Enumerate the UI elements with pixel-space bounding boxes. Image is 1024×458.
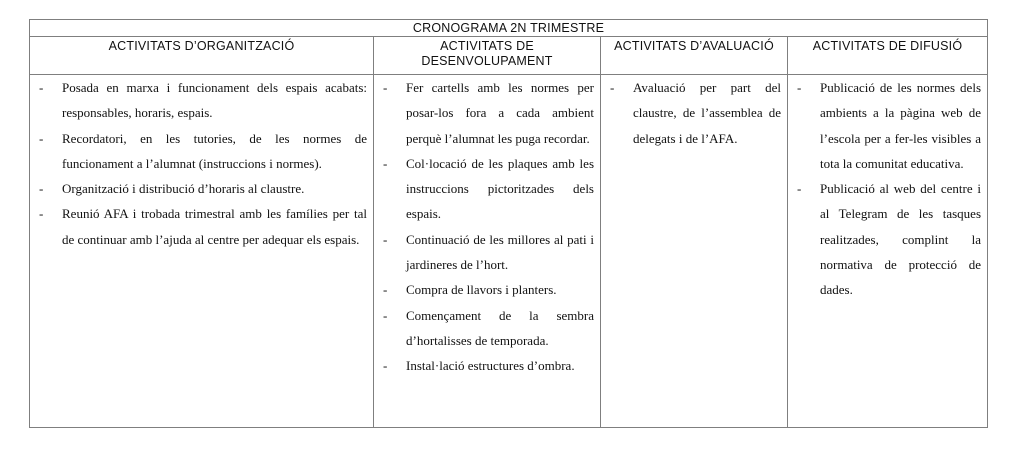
list-difusio bbox=[794, 75, 981, 303]
bullet-dash: - bbox=[383, 231, 388, 247]
list-item bbox=[380, 227, 594, 278]
item-text: Avaluació per part del claustre, de l’assemblea de delegats i de l’AFA. bbox=[633, 80, 781, 146]
cell-desenvolupament bbox=[374, 75, 601, 428]
list-item bbox=[794, 75, 981, 176]
body-row bbox=[30, 75, 988, 428]
table-title: CRONOGRAMA 2N TRIMESTRE bbox=[30, 20, 988, 37]
list-desenvolupament bbox=[380, 75, 594, 379]
bullet-dash: - bbox=[383, 307, 388, 323]
item-text: Publicació de les normes dels ambients a la pàgina web de l’escola per a fer-les visibles a tota la comunitat educativa. bbox=[820, 80, 982, 171]
schedule-table bbox=[29, 19, 988, 428]
bullet-dash: - bbox=[797, 80, 802, 95]
item-text: Publicació al web del centre i al Telegram de les tasques realitzades, complint la normativa de protecció de dades. bbox=[820, 181, 982, 298]
list-item bbox=[794, 176, 981, 302]
header-desenvolupament bbox=[374, 37, 601, 75]
header-desenvolupament-text: ACTIVITATS DE DESENVOLUPAMENT bbox=[421, 39, 553, 68]
header-organitzacio: ACTIVITATS D’ORGANITZACIÓ bbox=[30, 37, 374, 75]
item-text: Reunió AFA i trobada trimestral amb les famílies per tal de continuar amb l’ajuda al centre per adequar els espais. bbox=[62, 206, 367, 247]
list-organitzacio bbox=[36, 75, 367, 252]
list-item bbox=[380, 151, 594, 227]
cell-difusio bbox=[788, 75, 988, 428]
cell-organitzacio bbox=[30, 75, 374, 428]
list-item bbox=[380, 277, 594, 302]
item-text: Col·locació de les plaques amb les instruccions pictoritzades dels espais. bbox=[406, 155, 594, 222]
bullet-dash: - bbox=[383, 358, 388, 374]
bullet-dash: - bbox=[383, 155, 388, 171]
bullet-dash: - bbox=[383, 282, 388, 298]
list-item bbox=[36, 126, 367, 177]
list-item bbox=[36, 176, 367, 201]
item-text: Començament de la sembra d’hortalisses de temporada. bbox=[406, 307, 594, 348]
cell-avaluacio bbox=[601, 75, 788, 428]
item-text: Continuació de les millores al pati i jardineres de l’hort. bbox=[406, 231, 594, 273]
item-text: Posada en marxa i funcionament dels espais acabats: responsables, horaris, espais. bbox=[62, 80, 367, 121]
bullet-dash: - bbox=[797, 181, 802, 197]
item-text: Recordatori, en les tutories, de les normes de funcionament a l’alumnat (instruccions i normes). bbox=[62, 130, 367, 171]
title-row bbox=[30, 20, 988, 37]
list-avaluacio bbox=[607, 75, 781, 151]
bullet-dash: - bbox=[383, 80, 388, 95]
bullet-dash: - bbox=[39, 130, 44, 146]
header-row bbox=[30, 37, 988, 75]
item-text: Organització i distribució d’horaris al claustre. bbox=[62, 181, 305, 197]
list-item bbox=[380, 353, 594, 378]
item-text: Instal·lació estructures d’ombra. bbox=[406, 358, 575, 374]
item-text: Compra de llavors i planters. bbox=[406, 282, 557, 298]
item-text: Fer cartells amb les normes per posar-los fora a cada ambient perquè l’alumnat les puga recordar. bbox=[406, 80, 594, 146]
bullet-dash: - bbox=[610, 80, 615, 95]
list-item bbox=[36, 75, 367, 126]
bullet-dash: - bbox=[39, 181, 44, 197]
list-item bbox=[607, 75, 781, 151]
header-difusio: ACTIVITATS DE DIFUSIÓ bbox=[788, 37, 988, 75]
list-item bbox=[380, 303, 594, 354]
header-avaluacio: ACTIVITATS D’AVALUACIÓ bbox=[601, 37, 788, 75]
bullet-dash: - bbox=[39, 206, 44, 222]
list-item bbox=[380, 75, 594, 151]
bullet-dash: - bbox=[39, 80, 44, 95]
list-item bbox=[36, 201, 367, 252]
